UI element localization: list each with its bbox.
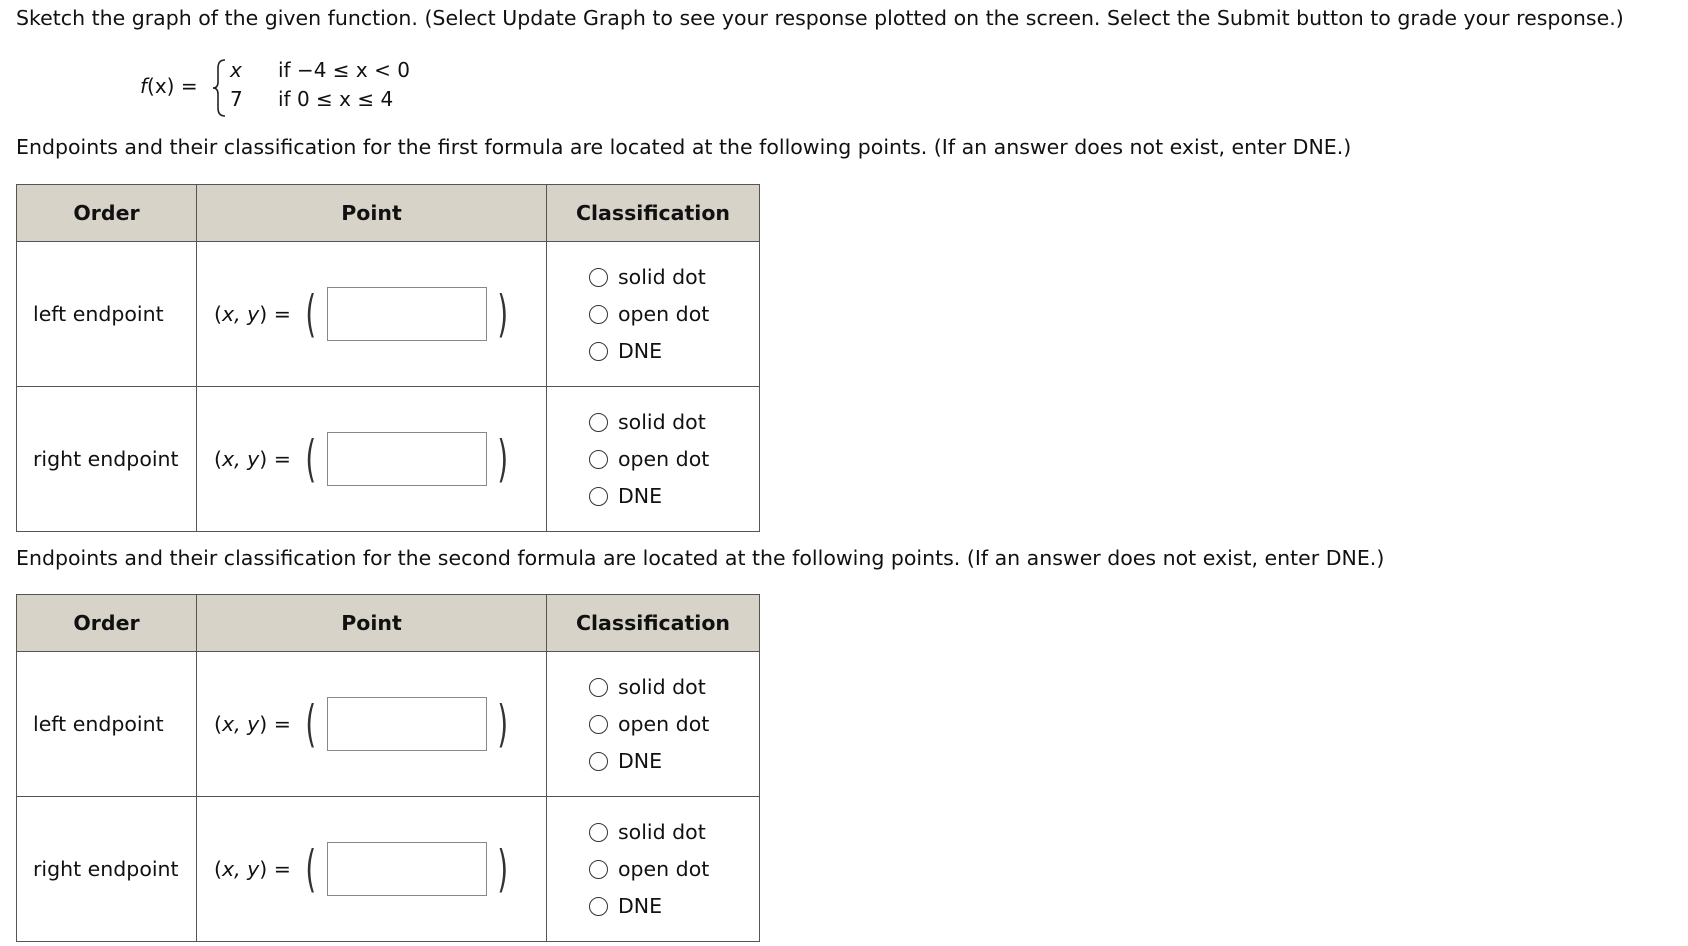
point-cell [197, 652, 547, 797]
option-label: open dot [618, 447, 710, 471]
point-input[interactable] [327, 287, 487, 341]
dne-option[interactable] [589, 888, 759, 925]
option-label: solid dot [618, 265, 706, 289]
order-label: right endpoint [17, 797, 197, 942]
right-paren-icon: ) [496, 285, 508, 343]
right-paren-icon: ) [496, 430, 508, 488]
point-header: Point [197, 185, 547, 242]
point-label: (x, y) = [214, 712, 291, 736]
option-label: solid dot [618, 820, 706, 844]
point-label: (x, y) = [214, 857, 291, 881]
option-label: open dot [618, 712, 710, 736]
open-dot-option[interactable] [589, 851, 759, 888]
classification-cell [547, 242, 760, 387]
order-label: right endpoint [17, 387, 197, 532]
option-label: solid dot [618, 410, 706, 434]
option-label: open dot [618, 857, 710, 881]
table-row [17, 797, 760, 942]
radio-button[interactable] [589, 823, 608, 842]
option-label: DNE [618, 339, 663, 363]
option-label: DNE [618, 894, 663, 918]
function-variable: (x) [147, 74, 175, 98]
table-header-row [17, 185, 760, 242]
first-formula-prompt: Endpoints and their classification for the first formula are located at the following points. (If an answer does not exist, enter DNE.) [16, 135, 1352, 159]
right-paren-icon: ) [496, 695, 508, 753]
open-dot-option[interactable] [589, 441, 759, 478]
point-cell [197, 387, 547, 532]
option-label: DNE [618, 484, 663, 508]
classification-cell [547, 652, 760, 797]
second-formula-table [16, 594, 760, 942]
radio-button[interactable] [589, 342, 608, 361]
solid-dot-option[interactable] [589, 259, 759, 296]
radio-button[interactable] [589, 268, 608, 287]
classification-cell [547, 797, 760, 942]
left-paren-icon: ( [305, 695, 317, 753]
order-header: Order [17, 595, 197, 652]
solid-dot-option[interactable] [589, 404, 759, 441]
equals-sign: = [180, 74, 198, 98]
radio-button[interactable] [589, 752, 608, 771]
piece2-value: 7 [230, 87, 243, 111]
left-paren-icon: ( [305, 430, 317, 488]
piece2-condition: if 0 ≤ x ≤ 4 [278, 87, 394, 111]
table-row [17, 242, 760, 387]
point-input[interactable] [327, 432, 487, 486]
radio-button[interactable] [589, 678, 608, 697]
radio-button[interactable] [589, 860, 608, 879]
dne-option[interactable] [589, 743, 759, 780]
solid-dot-option[interactable] [589, 814, 759, 851]
table-row [17, 652, 760, 797]
right-paren-icon: ) [496, 840, 508, 898]
first-formula-table [16, 184, 760, 532]
radio-button[interactable] [589, 305, 608, 324]
piecewise-brace-icon [212, 58, 228, 118]
table-header-row [17, 595, 760, 652]
solid-dot-option[interactable] [589, 669, 759, 706]
classification-header: Classification [547, 595, 760, 652]
order-label: left endpoint [17, 652, 197, 797]
instructions-text: Sketch the graph of the given function. (Select Update Graph to see your response plotted on the screen. Select the Submit button to grade your response.) [16, 6, 1624, 30]
piece1-value: x [230, 58, 242, 82]
piece1-condition: if −4 ≤ x < 0 [278, 58, 410, 82]
point-input[interactable] [327, 842, 487, 896]
classification-cell [547, 387, 760, 532]
function-name: f [140, 74, 148, 98]
left-paren-icon: ( [305, 285, 317, 343]
point-label: (x, y) = [214, 447, 291, 471]
open-dot-option[interactable] [589, 706, 759, 743]
option-label: solid dot [618, 675, 706, 699]
point-input[interactable] [327, 697, 487, 751]
left-paren-icon: ( [305, 840, 317, 898]
classification-header: Classification [547, 185, 760, 242]
dne-option[interactable] [589, 478, 759, 515]
option-label: DNE [618, 749, 663, 773]
second-formula-prompt: Endpoints and their classification for the second formula are located at the following points. (If an answer does not exist, enter DNE.) [16, 546, 1385, 570]
radio-button[interactable] [589, 487, 608, 506]
radio-button[interactable] [589, 897, 608, 916]
point-header: Point [197, 595, 547, 652]
order-label: left endpoint [17, 242, 197, 387]
dne-option[interactable] [589, 333, 759, 370]
piecewise-function [140, 56, 540, 126]
point-label: (x, y) = [214, 302, 291, 326]
open-dot-option[interactable] [589, 296, 759, 333]
point-cell [197, 242, 547, 387]
point-cell [197, 797, 547, 942]
function-lhs [140, 74, 198, 98]
radio-button[interactable] [589, 450, 608, 469]
radio-button[interactable] [589, 413, 608, 432]
option-label: open dot [618, 302, 710, 326]
order-header: Order [17, 185, 197, 242]
table-row [17, 387, 760, 532]
radio-button[interactable] [589, 715, 608, 734]
